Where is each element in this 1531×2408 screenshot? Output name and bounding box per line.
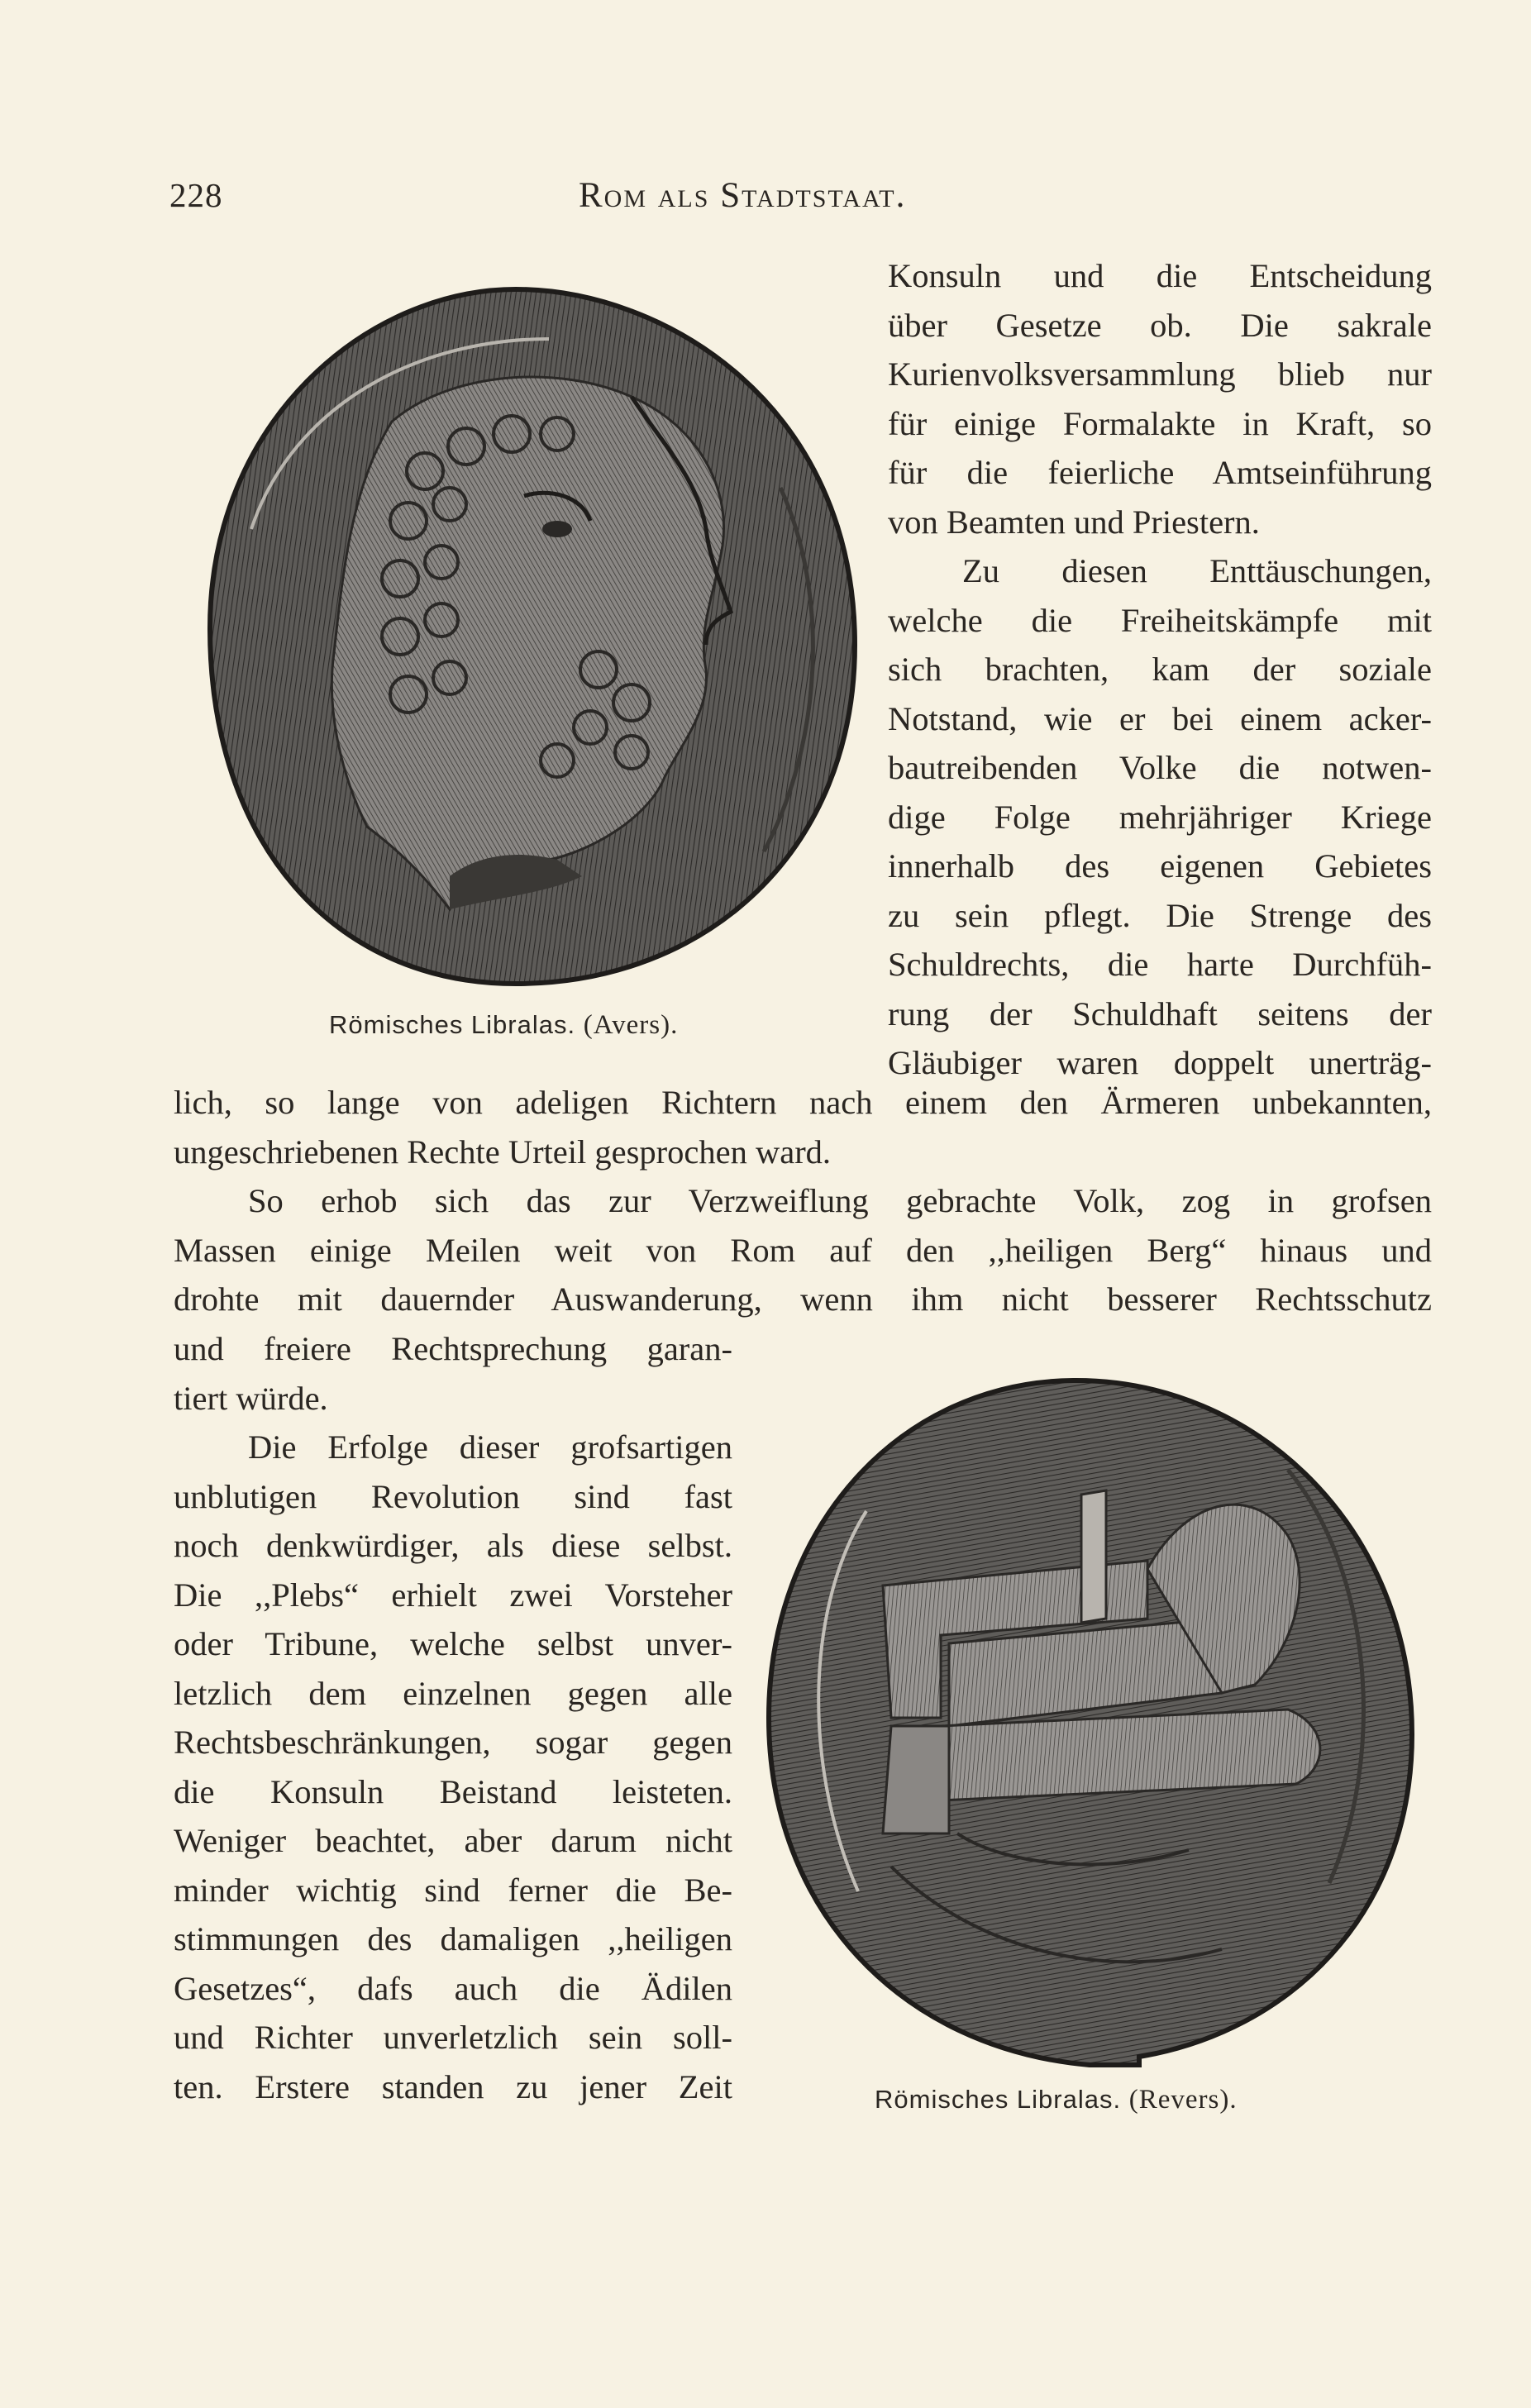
text-line: ten. Erstere standen zu jener Zeit (174, 2067, 732, 2105)
text-line: Gläubiger waren doppelt unerträg- (888, 1044, 1432, 1081)
text-line: tiert würde. (174, 1379, 328, 1417)
text-line: Die Erfolge dieser grofsartigen (248, 1428, 732, 1466)
text-line: rung der Schuldhaft seitens der (888, 994, 1432, 1032)
text-line: Weniger beachtet, aber darum nicht (174, 1822, 732, 1859)
text-line: zu sein pflegt. Die Strenge des (888, 896, 1432, 934)
text-line: minder wichtig sind ferner die Be- (174, 1871, 732, 1909)
text-line: letzlich dem einzelnen gegen alle (174, 1674, 732, 1712)
text-line: über Gesetze ob. Die sakrale (888, 306, 1432, 344)
figure-caption-reverse (875, 2085, 1238, 2115)
caption-title: Römisches Libralas. (875, 2085, 1122, 2114)
text-line: für einige Formalakte in Kraft, so (888, 404, 1432, 442)
figure-caption-obverse (329, 1010, 678, 1041)
text-line: Schuldrechts, die harte Durchfüh- (888, 946, 1432, 983)
text-line: noch denkwürdiger, als diese selbst. (174, 1527, 732, 1564)
text-line: und freiere Rechtsprechung garan- (174, 1330, 732, 1367)
text-line: Notstand, wie er bei einem acker- (888, 699, 1432, 737)
text-line: ungeschriebenen Rechte Urteil gesprochen ward. (174, 1132, 832, 1171)
text-line: bautreibenden Volke die notwen- (888, 749, 1432, 786)
caption-title: Römisches Libralas. (329, 1010, 576, 1039)
right-column-text (888, 251, 1432, 1088)
text-line: welche die Freiheitskämpfe mit (888, 601, 1432, 639)
text-line: sich brachten, kam der soziale (888, 651, 1432, 688)
text-line: Gesetzes“, dafs auch die Ädilen (174, 1969, 732, 2007)
text-line: die Konsuln Beistand leisteten. (174, 1772, 732, 1810)
full-width-text (174, 1078, 1432, 1324)
caption-note: (Revers). (1128, 2085, 1238, 2115)
text-line: Massen einige Meilen weit von Rom auf den ,,heiligen Berg“ hinaus und (174, 1231, 1432, 1269)
text-line: Kurienvolksversammlung blieb nur (888, 355, 1432, 393)
left-column-text (174, 1324, 732, 2111)
coin-obverse-janus-head-icon (202, 281, 863, 992)
text-line: So erhob sich das zur Verzweiflung gebrachte Volk, zog in grofsen (248, 1182, 1432, 1219)
caption-note: (Avers). (583, 1010, 679, 1040)
text-line: drohte mit dauernder Auswanderung, wenn ihm nicht besserer Rechtsschutz (174, 1280, 1432, 1318)
running-title: Rom als Stadtstaat. (579, 176, 907, 215)
text-line: stimmungen des damaligen ,,heiligen (174, 1920, 732, 1957)
text-line: von Beamten und Priestern. (888, 503, 1260, 541)
text-line: Konsuln und die Entscheidung (888, 257, 1432, 294)
text-line: Rechtsbeschränkungen, sogar gegen (174, 1724, 732, 1761)
text-line: oder Tribune, welche selbst unver- (174, 1625, 732, 1662)
text-line: Die ,,Plebs“ erhielt zwei Vorsteher (174, 1576, 732, 1614)
text-line: für die feierliche Amtseinführung (888, 454, 1432, 491)
page-number: 228 (169, 176, 223, 214)
text-line: und Richter unverletzlich sein soll- (174, 2019, 732, 2056)
text-line: innerhalb des eigenen Gebietes (888, 847, 1432, 885)
text-line: unblutigen Revolution sind fast (174, 1477, 732, 1515)
text-line: lich, so lange von adeligen Richtern nach einem den Ärmeren unbekannten, (174, 1084, 1432, 1121)
text-line: dige Folge mehrjähriger Kriege (888, 798, 1432, 836)
coin-reverse-ship-prow-icon (759, 1371, 1420, 2081)
text-line: Zu diesen Enttäuschungen, (962, 552, 1432, 589)
